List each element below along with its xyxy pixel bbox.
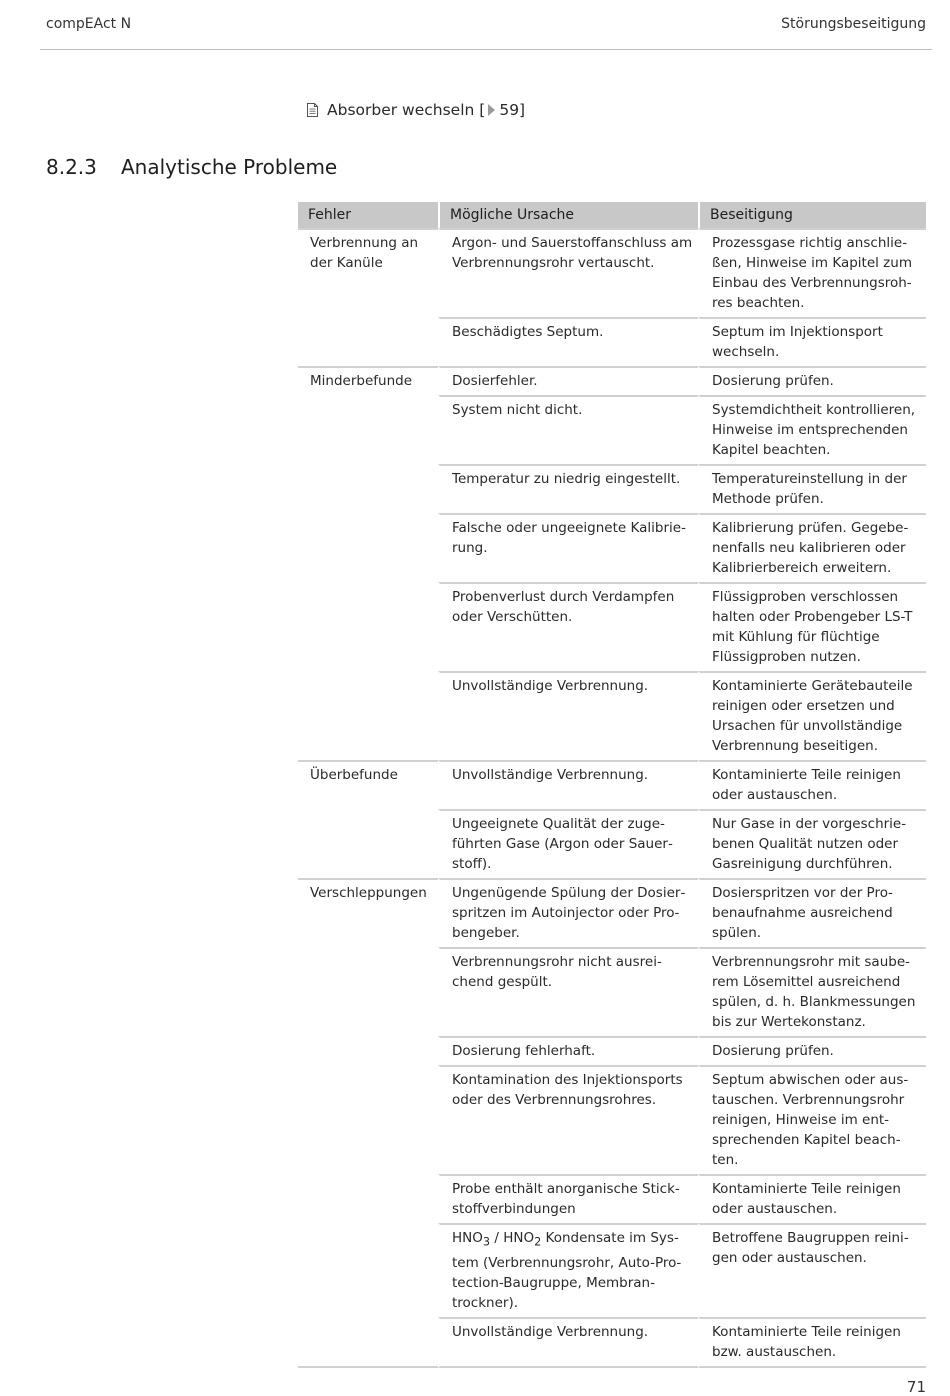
table-row [298,671,926,760]
cause-cell: Beschädigtes Septum. [438,317,698,366]
table-row [298,464,926,513]
cross-reference-link[interactable] [307,101,525,119]
fault-cell-empty [298,317,438,366]
table-row [298,228,926,317]
header-divider [40,49,932,50]
fix-cell: Kontaminierte Teile reinigen oder austauschen. [698,760,926,809]
cause-cell: Temperatur zu niedrig eingestellt. [438,464,698,513]
table-row [298,760,926,809]
fault-cell-empty [298,1036,438,1065]
table-row [298,1174,926,1223]
column-header-fault: Fehler [298,202,438,228]
fault-cell-empty [298,513,438,582]
cause-cell: Probenverlust durch Verdampfen oder Verschütten. [438,582,698,671]
formula-hno3: HNO [452,1230,483,1246]
cause-cell: System nicht dicht. [438,395,698,464]
fault-cell: Minderbefunde [298,366,438,395]
column-header-cause: Mögliche Ursache [438,202,698,228]
section-heading [46,155,337,179]
cause-cell: Falsche oder ungeeignete Kalibrierung. [438,513,698,582]
fault-cell-empty [298,1065,438,1174]
cause-cell-chemical [438,1223,698,1317]
cause-cell: Unvollständige Verbrennung. [438,1317,698,1368]
fix-cell: Kontaminierte Teile reinigen oder austauschen. [698,1174,926,1223]
table-body [298,228,926,1368]
cause-cell: Argon- und Sauerstoffanschluss am Verbrennungsrohr vertauscht. [438,228,698,317]
document-icon [307,103,318,117]
fault-cell: Verbrennung an der Kanüle [298,228,438,317]
table-row [298,1223,926,1317]
fix-cell: Kontaminierte Teile reinigen bzw. austauschen. [698,1317,926,1368]
fault-cell-empty [298,1174,438,1223]
fault-cell-empty [298,671,438,760]
table-row [298,513,926,582]
cross-reference-page: 59] [499,101,526,119]
fix-cell: Verbrennungsrohr mit sauberem Lösemittel ausreichend spülen, d. h. Blankmessungen bis zur Wertekonstanz. [698,947,926,1036]
cross-reference-text: Absorber wechseln [ [327,101,486,119]
fix-cell: Prozessgase richtig anschließen, Hinweise im Kapitel zum Einbau des Verbrennungsrohres beachten. [698,228,926,317]
table-row [298,317,926,366]
section-number: 8.2.3 [46,155,97,179]
table-header-row [298,202,926,228]
table-row [298,878,926,947]
cause-cell: Dosierung fehlerhaft. [438,1036,698,1065]
table-row [298,947,926,1036]
cause-cell: Probe enthält anorganische Stickstoffverbindungen [438,1174,698,1223]
fix-cell: Temperatureinstellung in der Methode prüfen. [698,464,926,513]
cause-cell: Unvollständige Verbrennung. [438,760,698,809]
fix-cell: Dosierung prüfen. [698,1036,926,1065]
fault-cell-empty [298,809,438,878]
column-header-fix: Beseitigung [698,202,926,228]
fault-cell-empty [298,582,438,671]
running-header-product: compEAct N [46,16,132,32]
fault-cell-empty [298,1223,438,1317]
table-header [298,202,926,228]
running-header-chapter: Störungsbeseitigung [781,16,926,32]
fix-cell: Flüssigproben verschlossen halten oder Probengeber LS-T mit Kühlung für flüchtige Flüssigproben nutzen. [698,582,926,671]
cause-text-rest: Kondensate im System (Verbrennungsrohr, Auto-Protection-Baugruppe, Membrantrockner). [452,1230,682,1311]
formula-hno2: / HNO [490,1230,535,1246]
cause-cell: Unvollständige Verbrennung. [438,671,698,760]
cause-cell: Kontamination des Injektionsports oder des Verbrennungsrohres. [438,1065,698,1174]
fix-cell: Nur Gase in der vorgeschriebenen Qualität nutzen oder Gasreinigung durchführen. [698,809,926,878]
fix-cell: Kontaminierte Gerätebauteile reinigen oder ersetzen und Ursachen für unvollständige Verbrennung beseitigen. [698,671,926,760]
table-row [298,1065,926,1174]
fault-cell: Verschleppungen [298,878,438,947]
fix-cell: Kalibrierung prüfen. Gegebenenfalls neu kalibrieren oder Kalibrierbereich erweitern. [698,513,926,582]
cause-cell: Ungeeignete Qualität der zugeführten Gase (Argon oder Sauerstoff). [438,809,698,878]
table-row [298,395,926,464]
fault-cell-empty [298,395,438,464]
fix-cell: Dosierung prüfen. [698,366,926,395]
cause-cell: Ungenügende Spülung der Dosierspritzen im Autoinjector oder Probengeber. [438,878,698,947]
table-row [298,366,926,395]
troubleshooting-table [298,202,926,1368]
cause-cell: Verbrennungsrohr nicht ausreichend gespült. [438,947,698,1036]
fix-cell: Septum im Injektionsport wechseln. [698,317,926,366]
page-number: 71 [906,1378,926,1396]
subscript-3: 3 [482,1235,491,1249]
table-row [298,1036,926,1065]
table-row [298,582,926,671]
fix-cell: Septum abwischen oder austauschen. Verbrennungsrohr reinigen, Hinweise im entsprechenden Kapitel beachten. [698,1065,926,1174]
fault-cell-empty [298,1317,438,1368]
fix-cell: Betroffene Baugruppen reinigen oder austauschen. [698,1223,926,1317]
fault-cell-empty [298,947,438,1036]
fix-cell: Dosierspritzen vor der Probenaufnahme ausreichend spülen. [698,878,926,947]
cause-cell: Dosierfehler. [438,366,698,395]
fix-cell: Systemdichtheit kontrollieren, Hinweise im entsprechenden Kapitel beachten. [698,395,926,464]
table-row [298,1317,926,1368]
right-triangle-icon [488,104,495,116]
fault-cell-empty [298,464,438,513]
subscript-2: 2 [534,1235,542,1249]
fault-cell: Überbefunde [298,760,438,809]
section-title: Analytische Probleme [121,155,338,179]
table-row [298,809,926,878]
